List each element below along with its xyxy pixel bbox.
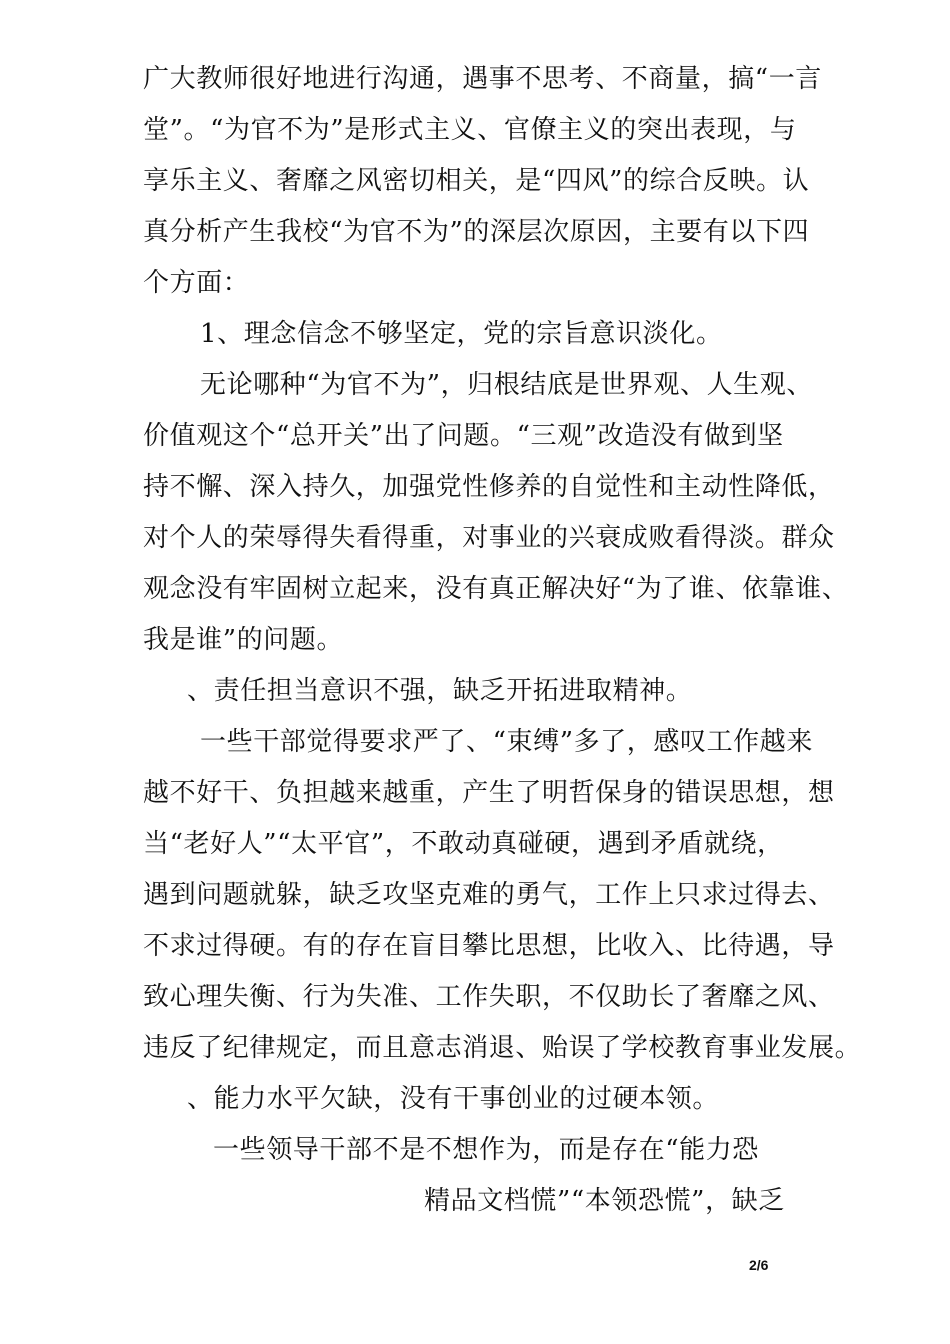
- text-line: 越不好干、负担越来越重，产生了明哲保身的错误思想，想: [143, 778, 835, 808]
- section-heading: 、能力水平欠缺，没有干事创业的过硬本领。: [187, 1084, 720, 1114]
- text-line: 广大教师很好地进行沟通，遇事不思考、不商量，搞“一言: [143, 64, 822, 94]
- text-line: 遇到问题就躲，缺乏攻坚克难的勇气，工作上只求过得去、: [143, 880, 835, 910]
- text-line: 持不懈、深入持久，加强党性修养的自觉性和主动性降低，: [143, 472, 835, 502]
- text-line: 享乐主义、奢靡之风密切相关，是“四风”的综合反映。认: [143, 166, 810, 196]
- text-line: 违反了纪律规定，而且意志消退、贻误了学校教育事业发展。: [143, 1033, 862, 1063]
- text-line: 一些领导干部不是不想作为，而是存在“能力恐: [213, 1135, 759, 1165]
- page-number: 2/6: [749, 1257, 769, 1273]
- section-heading: 1、理念信念不够坚定，党的宗旨意识淡化。: [200, 319, 723, 349]
- text-line: 价值观这个“总开关”出了问题。“三观”改造没有做到坚: [143, 421, 784, 451]
- section-heading: 、责任担当意识不强，缺乏开拓进取精神。: [187, 676, 693, 706]
- text-line: 无论哪种“为官不为”，归根结底是世界观、人生观、: [200, 370, 813, 400]
- text-line: 一些干部觉得要求严了、“束缚”多了，感叹工作越来: [200, 727, 813, 757]
- text-line: 真分析产生我校“为官不为”的深层次原因，主要有以下四: [143, 217, 810, 247]
- text-line: 对个人的荣辱得失看得重，对事业的兴衰成败看得淡。群众: [143, 523, 835, 553]
- text-line: 致心理失衡、行为失准、工作失职，不仅助长了奢靡之风、: [143, 982, 835, 1012]
- text-line: 不求过得硬。有的存在盲目攀比思想，比收入、比待遇，导: [143, 931, 835, 961]
- text-line: 我是谁”的问题。: [143, 625, 344, 655]
- text-line: 精品文档慌”“本领恐慌”，缺乏: [424, 1186, 785, 1216]
- text-line: 当“老好人”“太平官”，不敢动真碰硬，遇到矛盾就绕，: [143, 829, 784, 859]
- text-line: 堂”。“为官不为”是形式主义、官僚主义的突出表现，与: [143, 115, 797, 145]
- text-line: 个方面：: [143, 268, 250, 298]
- text-line: 观念没有牢固树立起来，没有真正解决好“为了谁、依靠谁、: [143, 574, 849, 604]
